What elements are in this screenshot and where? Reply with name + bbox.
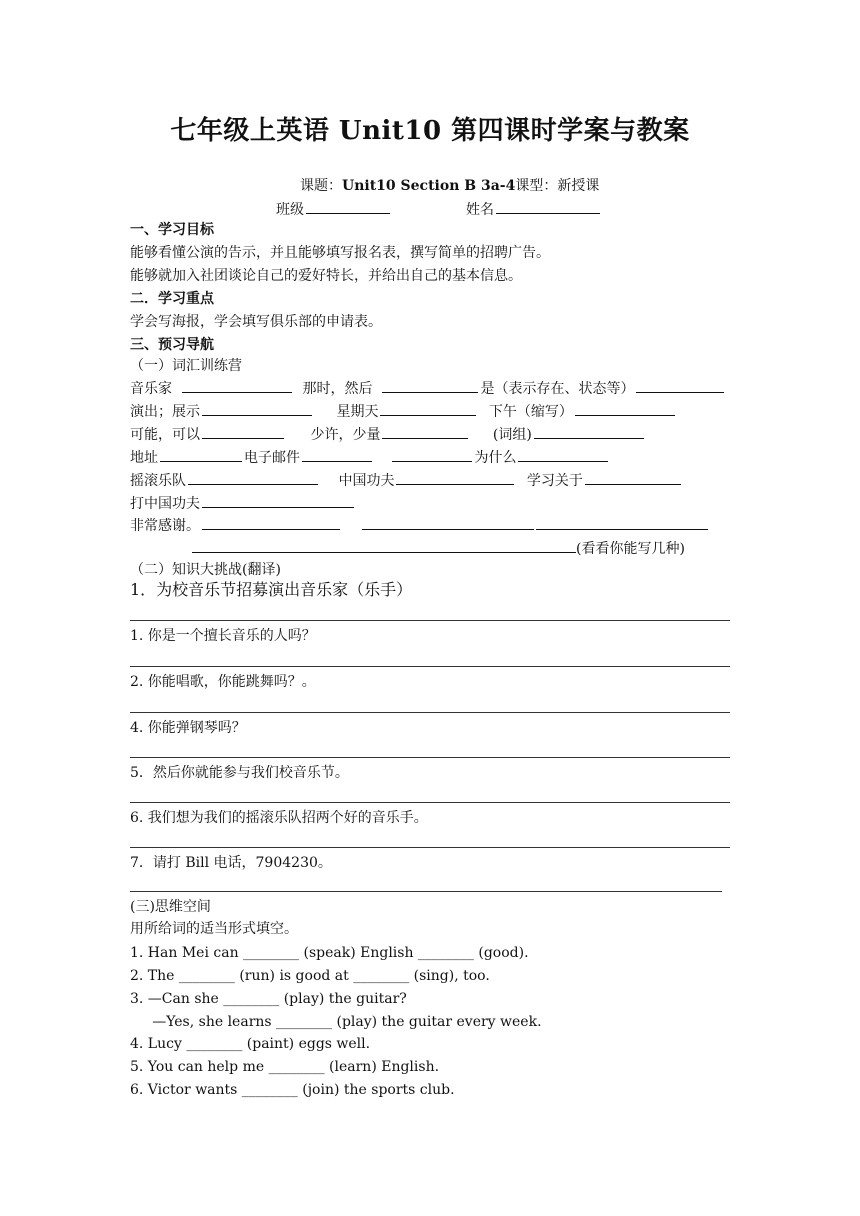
translate-item: 1. 你是一个擅长音乐的人吗？ [130, 628, 316, 644]
translate-item: 6. 我们想为我们的摇滚乐队招两个好的音乐手。 [130, 810, 428, 826]
lesson-subtitle [300, 176, 599, 196]
fill-blank-item: 4. Lucy ________ (paint) eggs well. [130, 1036, 371, 1052]
page-title: 七年级上英语 Unit10 第四课时学案与教案 [170, 116, 690, 146]
vocab-row [130, 493, 356, 514]
vocab-item: 那时，然后 [302, 381, 373, 397]
fill-blank-item: 5. You can help me ________ (learn) English. [130, 1059, 440, 1075]
vocab-item: (词组) [492, 427, 532, 443]
vocab-row [192, 538, 685, 559]
vocab-item: 为什么 [474, 450, 517, 466]
vocab-item: 演出；展示 [130, 404, 200, 420]
thinking-heading: (三)思维空间 [130, 899, 211, 915]
vocab-blank[interactable] [392, 447, 472, 462]
subtitle-topic: Unit10 Section B 3a-4 [342, 178, 516, 194]
vocab-blank[interactable] [160, 447, 242, 462]
fill-blank-item: 1. Han Mei can ________ (speak) English ________ (good). [130, 945, 529, 961]
vocab-blank[interactable] [202, 515, 340, 530]
vocab-blank[interactable] [636, 378, 724, 393]
vocab-item: 下午（缩写） [488, 404, 573, 420]
vocab-blank[interactable] [188, 470, 318, 485]
vocab-blank[interactable] [202, 424, 284, 439]
answer-line[interactable] [130, 620, 730, 621]
vocab-blank[interactable] [302, 447, 372, 462]
vocab-row [130, 447, 610, 468]
answer-line[interactable] [130, 757, 730, 758]
vocab-blank[interactable] [362, 515, 534, 530]
answer-line[interactable] [130, 666, 730, 667]
vocab-blank[interactable] [382, 378, 478, 393]
translate-item: 4. 你能弹钢琴吗？ [130, 720, 246, 736]
vocab-item: 摇滚乐队 [130, 473, 186, 489]
fill-blank-item: 6. Victor wants ________ (join) the sports club. [130, 1082, 455, 1098]
subtitle-type: 课型：新授课 [515, 178, 600, 194]
vocab-item: 少许，少量 [310, 427, 381, 443]
vocab-blank[interactable] [202, 493, 354, 508]
answer-line[interactable] [130, 802, 730, 803]
vocab-item: 音乐家 [130, 381, 172, 397]
vocab-blank[interactable] [202, 401, 312, 416]
goal-line: 能够看懂公演的告示，并且能够填写报名表，撰写简单的招聘广告。 [130, 245, 550, 261]
vocab-blank[interactable] [534, 424, 644, 439]
class-field [276, 199, 392, 220]
answer-line[interactable] [130, 847, 730, 848]
vocab-blank[interactable] [536, 515, 708, 530]
vocab-item: 是（表示存在、状态等） [480, 381, 635, 397]
vocab-row [130, 470, 683, 491]
subtitle-prefix: 课题： [300, 178, 342, 194]
translate-heading: （二）知识大挑战(翻译) [130, 562, 281, 578]
vocab-row [130, 424, 646, 445]
vocab-blank[interactable] [575, 401, 675, 416]
vocab-blank[interactable] [585, 470, 681, 485]
vocab-blank[interactable] [182, 378, 292, 393]
vocab-row [130, 515, 710, 536]
vocab-blank[interactable] [382, 424, 468, 439]
vocab-item: 打中国功夫 [130, 496, 200, 512]
fill-blank-item: 2. The ________ (run) is good at ________ (sing), too. [130, 968, 490, 984]
vocab-item: 星期天 [336, 404, 379, 420]
translate-item: 7．请打 Bill 电话，7904230。 [130, 855, 332, 871]
vocab-item: 地址 [130, 450, 158, 466]
vocab-row [130, 401, 677, 422]
section-heading-goals: 一、学习目标 [130, 222, 214, 238]
vocab-blank[interactable] [380, 401, 476, 416]
vocab-blank[interactable] [396, 470, 514, 485]
vocab-heading: （一）词汇训练营 [130, 358, 242, 374]
vocab-note: (看看你能写几种) [576, 541, 685, 557]
section-heading-preview: 三、预习导航 [130, 337, 214, 353]
name-field [466, 199, 602, 220]
vocab-item: 学习关于 [526, 473, 583, 489]
translate-item: 2. 你能唱歌，你能跳舞吗？。 [130, 674, 316, 690]
fill-blank-item: —Yes, she learns ________ (play) the guitar every week. [130, 1014, 542, 1030]
vocab-item: 非常感谢。 [130, 518, 200, 534]
translate-item: 1．为校音乐节招募演出音乐家（乐手） [130, 580, 413, 599]
focus-line: 学会写海报，学会填写俱乐部的申请表。 [130, 314, 382, 330]
fill-blank-item: 3. —Can she ________ (play) the guitar? [130, 991, 407, 1007]
goal-line: 能够就加入社团谈论自己的爱好特长，并给出自己的基本信息。 [130, 268, 522, 284]
class-label: 班级 [276, 202, 304, 218]
name-blank[interactable] [496, 199, 600, 214]
section-heading-focus: 二．学习重点 [130, 291, 214, 307]
translate-item: 5．然后你就能参与我们校音乐节。 [130, 765, 349, 781]
vocab-blank[interactable] [192, 538, 576, 553]
vocab-item: 中国功夫 [338, 473, 395, 489]
answer-line[interactable] [130, 891, 722, 892]
thinking-instruction: 用所给词的适当形式填空。 [130, 921, 298, 937]
vocab-blank[interactable] [518, 447, 608, 462]
vocab-row [130, 378, 726, 399]
vocab-item: 电子邮件 [244, 450, 300, 466]
name-label: 姓名 [466, 202, 494, 218]
class-blank[interactable] [306, 199, 390, 214]
vocab-item: 可能，可以 [130, 427, 200, 443]
answer-line[interactable] [130, 712, 730, 713]
